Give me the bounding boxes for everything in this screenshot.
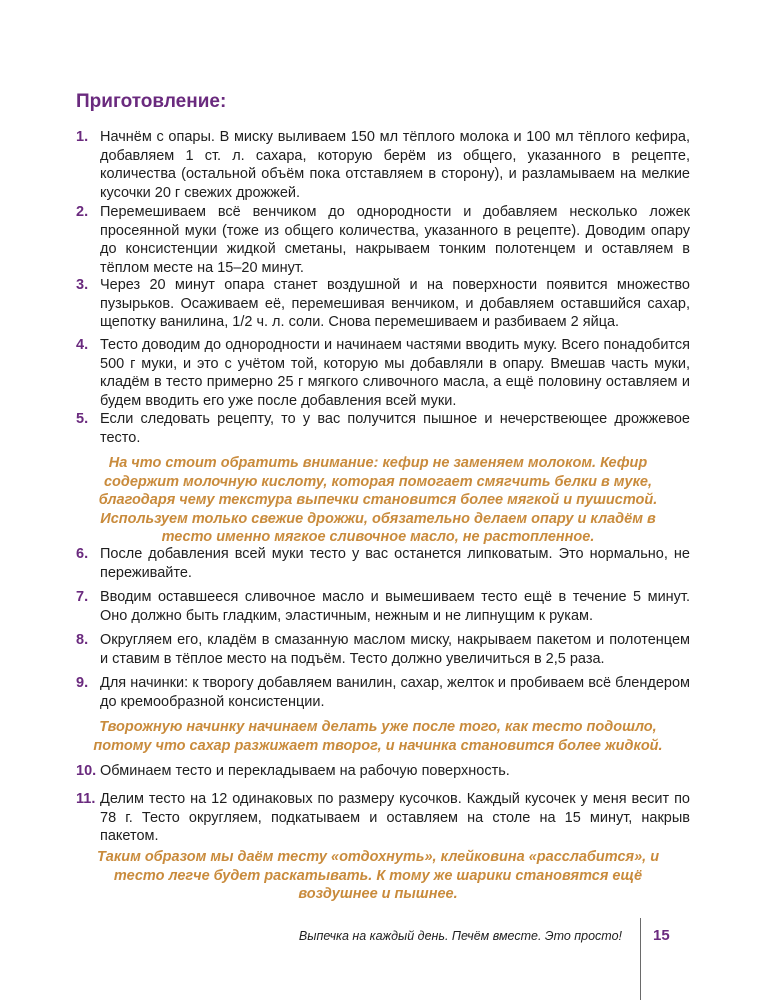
footer-divider <box>640 918 641 1000</box>
step-number: 8. <box>76 632 89 648</box>
step-number: 1. <box>76 129 89 145</box>
step-number: 7. <box>76 589 89 605</box>
page-number: 15 <box>653 927 670 944</box>
step-text: Начнём с опары. В миску выливаем 150 мл тёплого молока и 100 мл тёплого кефира, добавляем 1 ст. л. сахара, которую берём из общего, указанного в рецепте, количества (остальной объём пока отставляем в сторону), и разламываем на мелкие кусочки 20 г свежих дрожжей. <box>100 129 690 201</box>
step-number: 9. <box>76 675 89 691</box>
step-number: 5. <box>76 411 89 427</box>
step-number: 10. <box>76 763 97 779</box>
step-number: 6. <box>76 546 89 562</box>
tip-note-1: На что стоит обратить внимание: кефир не заменяем молоком. Кефир содержит молочную кислоту, которая помогает смягчить белки в муке, благодаря чему текстура выпечки становится более мягкой и пушистой. Используем только свежие дрожжи, обязательно делаем опару и кладём в тесто именно мягкое сливочное масло, не растопленное. <box>98 455 658 545</box>
step-text: Тесто доводим до однородности и начинаем частями вводить муку. Всего понадобится 500 г муки, и это с учётом той, которую мы добавляли в опару. Вмешав часть муки, кладём в тесто примерно 25 г мягкого сливочного масла, а ещё половину оставляем и будем вводить его уже после добавления всей муки. <box>100 337 690 409</box>
step-number: 4. <box>76 337 89 353</box>
book-title: Выпечка на каждый день. Печём вместе. Это просто! <box>298 929 622 943</box>
step-text: Через 20 минут опара станет воздушной и на поверхности появится множество пузырьков. Осаживаем её, перемешивая венчиком, и добавляем оставшийся сахар, щепотку ванилина, 1/2 ч. л. соли. Снова перемешиваем и разбиваем 2 яйца. <box>100 277 690 330</box>
tip-note-3: Таким образом мы даём тесту «отдохнуть», клейковина «расслабится», и тесто легче будет раскатывать. К тому же шарики становятся ещё воздушнее и пышнее. <box>96 849 660 902</box>
step-text: Округляем его, кладём в смазанную маслом миску, накрываем пакетом и полотенцем и ставим в тёплое место на подъём. Тесто должно увеличиться в 2,5 раза. <box>100 632 690 667</box>
step-text: Перемешиваем всё венчиком до однородности и добавляем несколько ложек просеянной муки (тоже из общего количества, указанного в рецепте). Доводим опару до консистенции жидкой сметаны, накрываем тонким полотенцем и оставляем в тёплом месте на 15–20 минут. <box>100 204 690 276</box>
step-text: Для начинки: к творогу добавляем ванилин, сахар, желток и пробиваем всё блендером до кремообразной консистенции. <box>100 675 690 710</box>
step-number: 2. <box>76 204 89 220</box>
step-text: После добавления всей муки тесто у вас останется липковатым. Это нормально, не переживайте. <box>100 546 690 581</box>
step-text: Если следовать рецепту, то у вас получится пышное и нечерствеющее дрожжевое тесто. <box>100 411 690 446</box>
step-number: 3. <box>76 277 89 293</box>
step-text: Вводим оставшееся сливочное масло и вымешиваем тесто ещё в течение 5 минут. Оно должно быть гладким, эластичным, нежным и не липнущим к рукам. <box>100 589 690 624</box>
step-number: 11. <box>76 791 96 807</box>
section-heading: Приготовление: <box>76 91 227 112</box>
step-text: Обминаем тесто и перекладываем на рабочую поверхность. <box>100 763 510 779</box>
tip-note-2: Творожную начинку начинаем делать уже после того, как тесто подошло, потому что сахар разжижает творог, и начинка становится более жидкой. <box>93 719 663 754</box>
step-text: Делим тесто на 12 одинаковых по размеру кусочков. Каждый кусочек у меня весит по 78 г. Тесто округляем, подкатываем и оставляем на столе на 15 минут, накрыв пакетом. <box>100 791 690 844</box>
